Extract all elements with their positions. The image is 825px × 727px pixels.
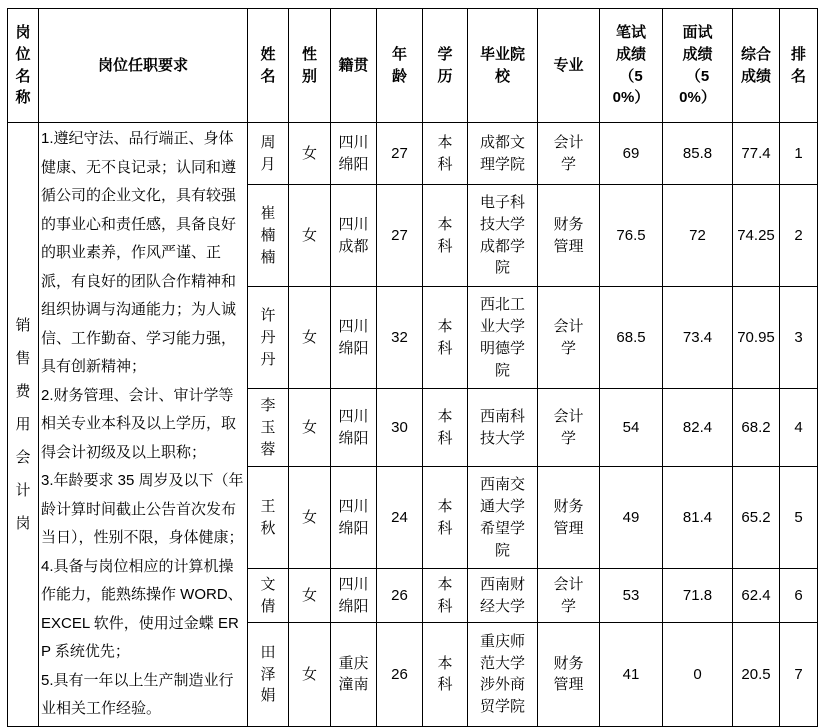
cell-hometown: 四川绵阳 — [331, 123, 377, 185]
cell-written-score: 49 — [600, 467, 663, 569]
header-interview-score: 面试成绩（50%） — [663, 9, 733, 123]
cell-interview-score: 72 — [663, 185, 733, 287]
cell-hometown: 四川绵阳 — [331, 389, 377, 467]
cell-education: 本科 — [423, 185, 468, 287]
header-requirements: 岗位任职要求 — [39, 9, 248, 123]
header-school: 毕业院校 — [468, 9, 538, 123]
cell-major: 会计学 — [538, 123, 600, 185]
cell-education: 本科 — [423, 623, 468, 726]
cell-education: 本科 — [423, 569, 468, 623]
cell-major: 财务管理 — [538, 467, 600, 569]
cell-rank: 5 — [780, 467, 818, 569]
cell-name: 田泽娟 — [248, 623, 289, 726]
cell-school: 重庆师范大学涉外商贸学院 — [468, 623, 538, 726]
requirement-item: 5.具有一年以上生产制造业行业相关工作经验。 — [41, 671, 234, 717]
cell-age: 26 — [377, 569, 423, 623]
cell-gender: 女 — [289, 123, 331, 185]
cell-rank: 7 — [780, 623, 818, 726]
cell-composite-score: 77.4 — [733, 123, 780, 185]
cell-composite-score: 74.25 — [733, 185, 780, 287]
header-name: 姓名 — [248, 9, 289, 123]
requirement-item: 4.具备与岗位相应的计算机操作能力，能熟练操作 WORD、EXCEL 软件，使用过金蝶 ERP 系统优先； — [41, 557, 243, 660]
cell-school: 成都文理学院 — [468, 123, 538, 185]
cell-written-score: 69 — [600, 123, 663, 185]
cell-composite-score: 20.5 — [733, 623, 780, 726]
requirements-cell — [39, 123, 248, 727]
cell-education: 本科 — [423, 123, 468, 185]
cell-hometown: 四川绵阳 — [331, 287, 377, 389]
cell-age: 30 — [377, 389, 423, 467]
cell-major: 会计学 — [538, 287, 600, 389]
header-position: 岗位名称 — [8, 9, 39, 123]
cell-interview-score: 82.4 — [663, 389, 733, 467]
position-name: 销售费用会计岗 — [15, 316, 31, 532]
header-hometown: 籍贯 — [331, 9, 377, 123]
cell-written-score: 41 — [600, 623, 663, 726]
header-written-score: 笔试成绩（50%） — [600, 9, 663, 123]
cell-rank: 1 — [780, 123, 818, 185]
header-rank: 排名 — [780, 9, 818, 123]
cell-hometown: 四川绵阳 — [331, 467, 377, 569]
requirement-item: 2.财务管理、会计、审计学等相关专业本科及以上学历，取得会计初级及以上职称； — [41, 386, 237, 461]
cell-composite-score: 70.95 — [733, 287, 780, 389]
cell-school: 西南科技大学 — [468, 389, 538, 467]
cell-hometown: 四川绵阳 — [331, 569, 377, 623]
position-name-cell — [8, 123, 39, 727]
cell-major: 财务管理 — [538, 185, 600, 287]
header-major: 专业 — [538, 9, 600, 123]
cell-hometown: 重庆潼南 — [331, 623, 377, 726]
cell-age: 32 — [377, 287, 423, 389]
cell-gender: 女 — [289, 467, 331, 569]
cell-school: 西南交通大学希望学院 — [468, 467, 538, 569]
cell-education: 本科 — [423, 467, 468, 569]
cell-hometown: 四川成都 — [331, 185, 377, 287]
cell-major: 会计学 — [538, 569, 600, 623]
cell-age: 27 — [377, 123, 423, 185]
header-gender: 性别 — [289, 9, 331, 123]
cell-age: 27 — [377, 185, 423, 287]
requirement-item: 3.年龄要求 35 周岁及以下（年龄计算时间截止公告首次发布当日），性别不限，身体健康； — [41, 472, 244, 546]
cell-composite-score: 65.2 — [733, 467, 780, 569]
cell-gender: 女 — [289, 287, 331, 389]
cell-rank: 6 — [780, 569, 818, 623]
cell-interview-score: 85.8 — [663, 123, 733, 185]
cell-written-score: 53 — [600, 569, 663, 623]
cell-composite-score: 68.2 — [733, 389, 780, 467]
cell-name: 周月 — [248, 123, 289, 185]
table-row — [8, 123, 818, 185]
header-education: 学历 — [423, 9, 468, 123]
cell-written-score: 54 — [600, 389, 663, 467]
header-composite-score: 综合成绩 — [733, 9, 780, 123]
cell-rank: 3 — [780, 287, 818, 389]
cell-gender: 女 — [289, 389, 331, 467]
cell-rank: 2 — [780, 185, 818, 287]
cell-school: 电子科技大学成都学院 — [468, 185, 538, 287]
cell-school: 西北工业大学明德学院 — [468, 287, 538, 389]
table-header-row — [8, 9, 818, 123]
cell-name: 王秋 — [248, 467, 289, 569]
cell-gender: 女 — [289, 623, 331, 726]
cell-interview-score: 0 — [663, 623, 733, 726]
cell-name: 文倩 — [248, 569, 289, 623]
cell-name: 李玉蓉 — [248, 389, 289, 467]
cell-name: 许丹丹 — [248, 287, 289, 389]
cell-interview-score: 73.4 — [663, 287, 733, 389]
cell-major: 会计学 — [538, 389, 600, 467]
cell-education: 本科 — [423, 287, 468, 389]
cell-age: 24 — [377, 467, 423, 569]
cell-rank: 4 — [780, 389, 818, 467]
cell-interview-score: 81.4 — [663, 467, 733, 569]
cell-written-score: 76.5 — [600, 185, 663, 287]
cell-gender: 女 — [289, 185, 331, 287]
cell-gender: 女 — [289, 569, 331, 623]
requirement-item: 1.遵纪守法、品行端正、身体健康、无不良记录；认同和遵循公司的企业文化，具有较强的事业心和责任感，具备良好的职业素养，作风严谨、正派，有良好的团队合作精神和组织协调与沟通能力；为人诚信、工作勤奋、学习能力强，具有创新精神； — [41, 130, 237, 375]
cell-interview-score: 71.8 — [663, 569, 733, 623]
cell-education: 本科 — [423, 389, 468, 467]
cell-composite-score: 62.4 — [733, 569, 780, 623]
recruitment-results-table — [7, 8, 818, 727]
cell-name: 崔楠楠 — [248, 185, 289, 287]
cell-written-score: 68.5 — [600, 287, 663, 389]
header-age: 年龄 — [377, 9, 423, 123]
cell-school: 西南财经大学 — [468, 569, 538, 623]
cell-age: 26 — [377, 623, 423, 726]
cell-major: 财务管理 — [538, 623, 600, 726]
